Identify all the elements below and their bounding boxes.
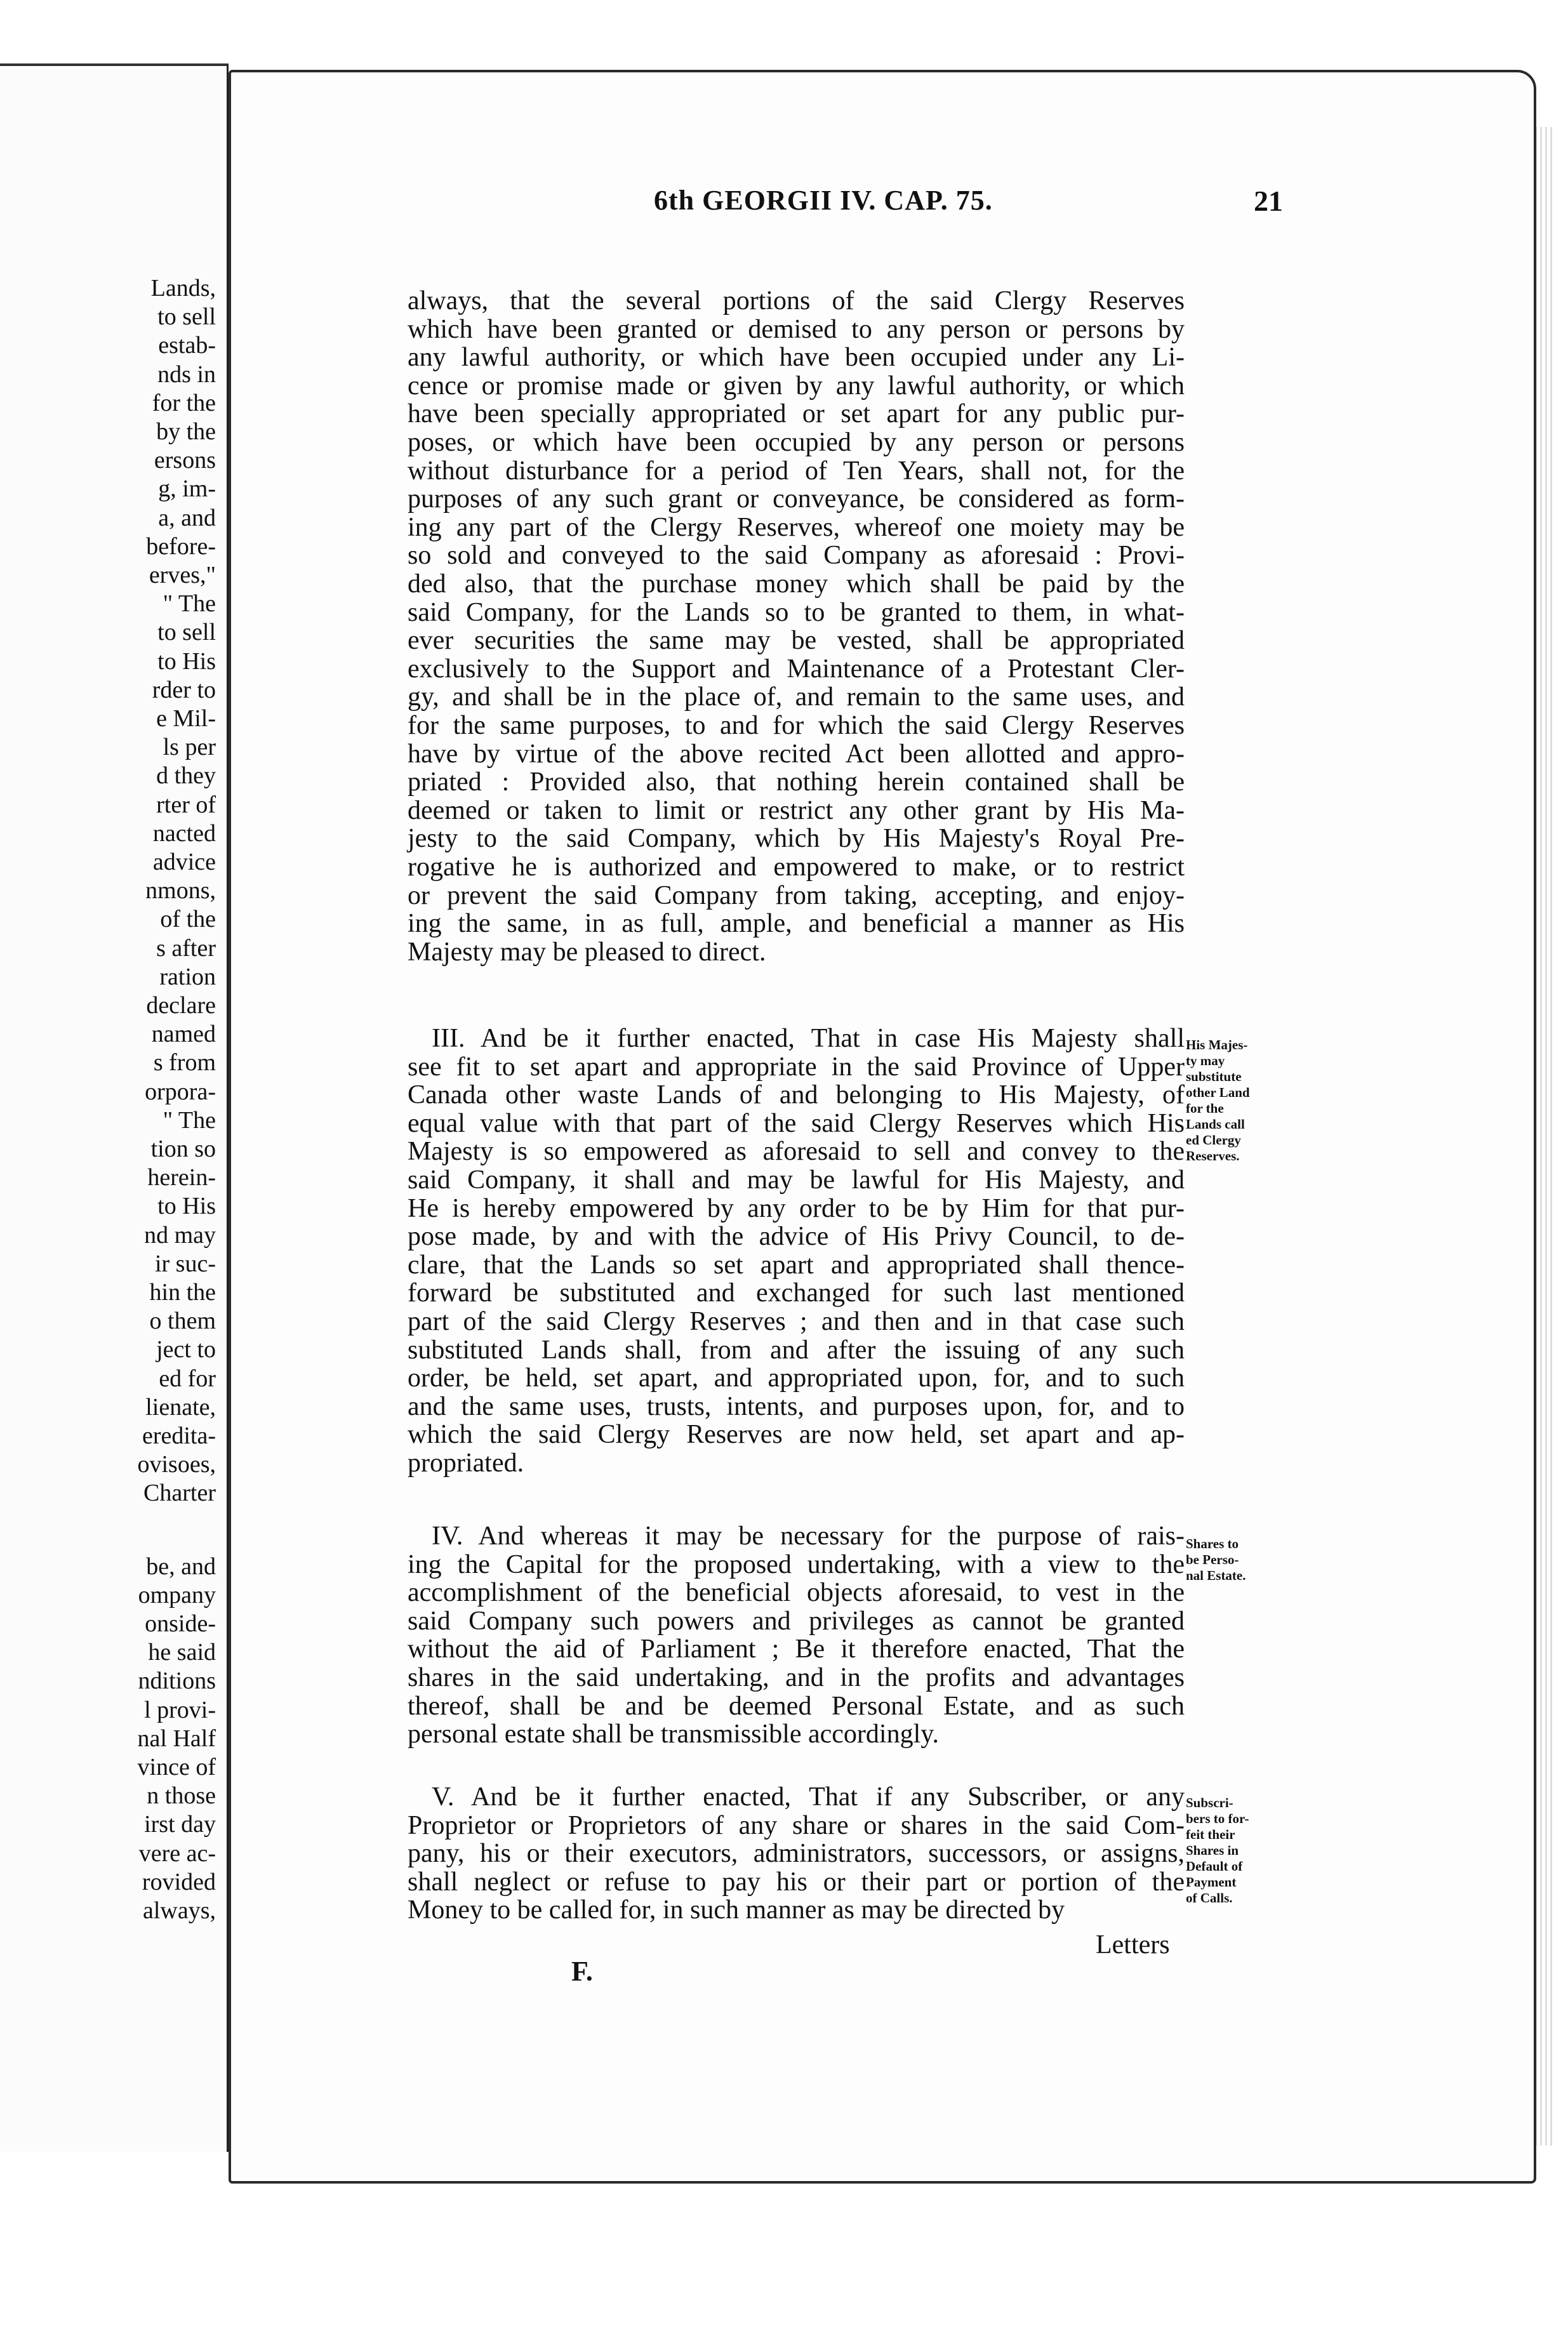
body-line: Canada other waste Lands of and belonging to His Majesty, of	[408, 1080, 1185, 1110]
facing-page-fragment: l provi-	[144, 1696, 216, 1723]
margin-note-line: ty may	[1186, 1053, 1225, 1068]
margin-note-line: be Perso-	[1186, 1552, 1239, 1567]
facing-page-fragment: rter of	[156, 791, 216, 818]
margin-note-line: of Calls.	[1186, 1890, 1233, 1906]
signature-mark: F.	[571, 1956, 593, 1987]
facing-page-fragment: s after	[156, 934, 216, 962]
facing-page-fragment: for the	[152, 389, 216, 416]
body-line: Proprietor or Proprietors of any share or shares in the said Com-	[408, 1810, 1185, 1840]
facing-page-fragment: declare	[146, 992, 216, 1019]
body-line: Majesty may be pleased to direct.	[408, 937, 766, 967]
facing-page-fragment: Charter	[143, 1480, 216, 1507]
body-line: ing the same, in as full, ample, and beneficial a manner as His	[408, 909, 1185, 939]
facing-page-fragment: before-	[146, 533, 216, 560]
margin-note-line: other Land	[1186, 1085, 1250, 1100]
body-line: always, that the several portions of the said Clergy Reserves	[408, 286, 1185, 315]
facing-page-fragment: onside-	[145, 1610, 216, 1637]
body-line: pose made, by and with the advice of His Privy Council, to de-	[408, 1222, 1185, 1252]
facing-page-fragment: ject to	[156, 1336, 216, 1363]
body-line: which have been granted or demised to any person or persons by	[408, 314, 1185, 344]
margin-note-line: Shares in	[1186, 1843, 1239, 1858]
facing-page-fragment: erves,"	[149, 562, 216, 588]
page-number: 21	[1254, 185, 1283, 217]
facing-page-fragment: orpora-	[145, 1078, 216, 1105]
margin-note-line: substitute	[1186, 1069, 1242, 1084]
facing-page-fragment: Lands,	[150, 275, 216, 302]
facing-page-fragment: to His	[157, 647, 216, 675]
margin-note-line: Subscri-	[1186, 1795, 1233, 1810]
body-line: personal estate shall be transmissible accordingly.	[408, 1720, 940, 1749]
body-line: said Company such powers and privileges as cannot be granted	[408, 1606, 1185, 1636]
body-line: or prevent the said Company from taking, accepting, and enjoy-	[408, 880, 1185, 910]
facing-page-fragment: hin the	[149, 1279, 216, 1306]
facing-page-fragment: nds in	[157, 361, 216, 388]
margin-note-line: Payment	[1186, 1874, 1237, 1890]
body-line: so sold and conveyed to the said Company as aforesaid : Provi-	[408, 541, 1185, 571]
body-line: without disturbance for a period of Ten Years, shall not, for the	[408, 456, 1185, 486]
facing-page-fragment: ompany	[138, 1581, 216, 1608]
facing-page-fragment: s from	[153, 1049, 216, 1077]
facing-page-fragment: nacted	[152, 819, 216, 847]
facing-page-fragment: nditions	[138, 1668, 216, 1695]
margin-note-line: Default of	[1186, 1859, 1243, 1874]
facing-page-fragment: nmons,	[145, 877, 216, 905]
facing-page-fragment: herein-	[147, 1164, 216, 1191]
body-line: ing any part of the Clergy Reserves, whereof one moiety may be	[408, 512, 1185, 542]
body-line: pany, his or their executors, administrators, successors, or assigns,	[408, 1839, 1185, 1869]
body-line: rogative he is authorized and empowered to make, or to restrict	[408, 852, 1185, 882]
facing-page-fragment: irst day	[144, 1811, 216, 1838]
facing-page-fragment: he said	[148, 1639, 216, 1666]
margin-note-line: bers to for-	[1186, 1811, 1249, 1826]
body-line: exclusively to the Support and Maintenance of a Protestant Cler-	[408, 654, 1185, 684]
facing-page-fragment: tion so	[150, 1136, 216, 1162]
facing-page-fragment: nd may	[144, 1221, 216, 1249]
body-line: thereof, shall be and be deemed Personal Estate, and as such	[408, 1691, 1185, 1721]
margin-note-line: Shares to	[1186, 1536, 1239, 1551]
facing-page-fragment: to sell	[157, 303, 216, 331]
facing-page-fragment: n those	[147, 1782, 216, 1810]
body-line: Majesty is so empowered as aforesaid to sell and convey to the	[408, 1137, 1185, 1167]
body-line: forward be substituted and exchanged for such last mentioned	[408, 1278, 1185, 1308]
facing-page-fragment: ls per	[163, 734, 216, 761]
body-line: shall neglect or refuse to pay his or their part or portion of the	[408, 1867, 1185, 1897]
body-line: gy, and shall be in the place of, and remain to the same uses, and	[408, 682, 1185, 712]
facing-page-fragment: rovided	[142, 1868, 216, 1895]
body-line: IV. And whereas it may be necessary for the purpose of rais-	[432, 1522, 1185, 1551]
margin-note-line: ed Clergy	[1186, 1132, 1241, 1148]
body-line: have by virtue of the above recited Act been allotted and appro-	[408, 739, 1185, 769]
body-line: accomplishment of the beneficial objects aforesaid, to vest in the	[408, 1578, 1185, 1608]
body-line: ever securities the same may be vested, shall be appropriated	[408, 626, 1185, 656]
facing-page-fragment: e Mil-	[156, 705, 216, 732]
body-line: equal value with that part of the said Clergy Reserves which His	[408, 1108, 1185, 1138]
facing-page-fragment: vere ac-	[138, 1840, 216, 1867]
body-line: order, be held, set apart, and appropriated upon, for, and to such	[408, 1363, 1185, 1393]
facing-page-fragment: of the	[160, 906, 216, 933]
facing-page-fragment: ration	[159, 963, 216, 990]
body-line: poses, or which have been occupied by any person or persons	[408, 428, 1185, 457]
catchword: Letters	[1096, 1930, 1170, 1960]
facing-page-fragment: to His	[157, 1193, 216, 1220]
margin-note-line: Lands call	[1186, 1117, 1245, 1132]
body-line: which the said Clergy Reserves are now held, set apart and ap-	[408, 1420, 1185, 1450]
body-line: substituted Lands shall, from and after the issuing of any such	[408, 1335, 1185, 1365]
body-line: propriated.	[408, 1449, 524, 1478]
facing-page-fragment: named	[151, 1021, 216, 1048]
facing-page-fragment: g, im-	[158, 475, 216, 503]
margin-note-line: feit their	[1186, 1827, 1235, 1842]
facing-page-fragment: eredita-	[142, 1423, 216, 1449]
margin-note-line: His Majes-	[1186, 1037, 1248, 1052]
body-line: said Company, it shall and may be lawful for His Majesty, and	[408, 1165, 1185, 1195]
body-line: ing the Capital for the proposed undertaking, with a view to the	[408, 1549, 1185, 1579]
body-line: see fit to set apart and appropriate in the said Province of Upper	[408, 1052, 1185, 1082]
facing-page-fragment: d they	[156, 762, 216, 790]
body-line: priated : Provided also, that nothing herein contained shall be	[408, 767, 1185, 797]
body-line: for the same purposes, to and for which the said Clergy Reserves	[408, 711, 1185, 740]
body-line: He is hereby empowered by any order to be by Him for that pur-	[408, 1193, 1185, 1223]
body-line: clare, that the Lands so set apart and appropriated shall thence-	[408, 1250, 1185, 1280]
facing-page-fragment: o them	[149, 1308, 216, 1335]
facing-page-fragment: lienate,	[145, 1393, 216, 1421]
margin-note-line: for the	[1186, 1101, 1224, 1116]
body-line: shares in the said undertaking, and in the profits and advantages	[408, 1663, 1185, 1692]
facing-page-fragment: ed for	[159, 1365, 216, 1392]
facing-page-fragment: always,	[142, 1897, 216, 1924]
body-line: purposes of any such grant or conveyance, be considered as form-	[408, 484, 1185, 514]
facing-page-fragment: " The	[163, 1106, 216, 1134]
facing-page-fragment: " The	[163, 590, 216, 618]
facing-page-fragment: advice	[152, 849, 216, 875]
margin-note-line: nal Estate.	[1186, 1568, 1246, 1583]
body-line: have been specially appropriated or set apart for any public pur-	[408, 399, 1185, 429]
body-line: and the same uses, trusts, intents, and purposes upon, for, and to	[408, 1391, 1185, 1421]
body-line: jesty to the said Company, which by His Majesty's Royal Pre-	[408, 824, 1185, 854]
facing-page-fragment: rder to	[152, 676, 216, 703]
body-line: ded also, that the purchase money which shall be paid by the	[408, 569, 1185, 599]
body-line: part of the said Clergy Reserves ; and then and in that case such	[408, 1307, 1185, 1336]
facing-page-fragment: by the	[156, 418, 216, 445]
facing-page-fragment: nal Half	[137, 1725, 216, 1752]
body-line: any lawful authority, or which have been occupied under any Li-	[408, 343, 1185, 373]
facing-page-fragment: be, and	[146, 1553, 216, 1580]
body-line: III. And be it further enacted, That in case His Majesty shall	[432, 1024, 1185, 1053]
body-line: cence or promise made or given by any lawful authority, or which	[408, 371, 1185, 401]
body-line: without the aid of Parliament ; Be it therefore enacted, That the	[408, 1635, 1185, 1664]
facing-page-fragment: ir suc-	[154, 1250, 216, 1277]
facing-page-fragment: a, and	[158, 504, 216, 531]
body-line: V. And be it further enacted, That if any Subscriber, or any	[432, 1782, 1185, 1812]
facing-page-fragment: ersons	[154, 447, 216, 474]
facing-page-fragment: estab-	[158, 332, 216, 359]
body-line: Money to be called for, in such manner as may be directed by	[408, 1895, 1065, 1925]
facing-page-fragment: vince of	[137, 1754, 216, 1781]
body-line: said Company, for the Lands so to be granted to them, in what-	[408, 597, 1185, 627]
facing-page-fragment: to sell	[157, 619, 216, 646]
margin-note-line: Reserves.	[1186, 1148, 1240, 1164]
running-title: 6th GEORGII IV. CAP. 75.	[654, 185, 993, 216]
body-line: deemed or taken to limit or restrict any other grant by His Ma-	[408, 795, 1185, 825]
facing-page-fragment: ovisoes,	[137, 1451, 216, 1478]
